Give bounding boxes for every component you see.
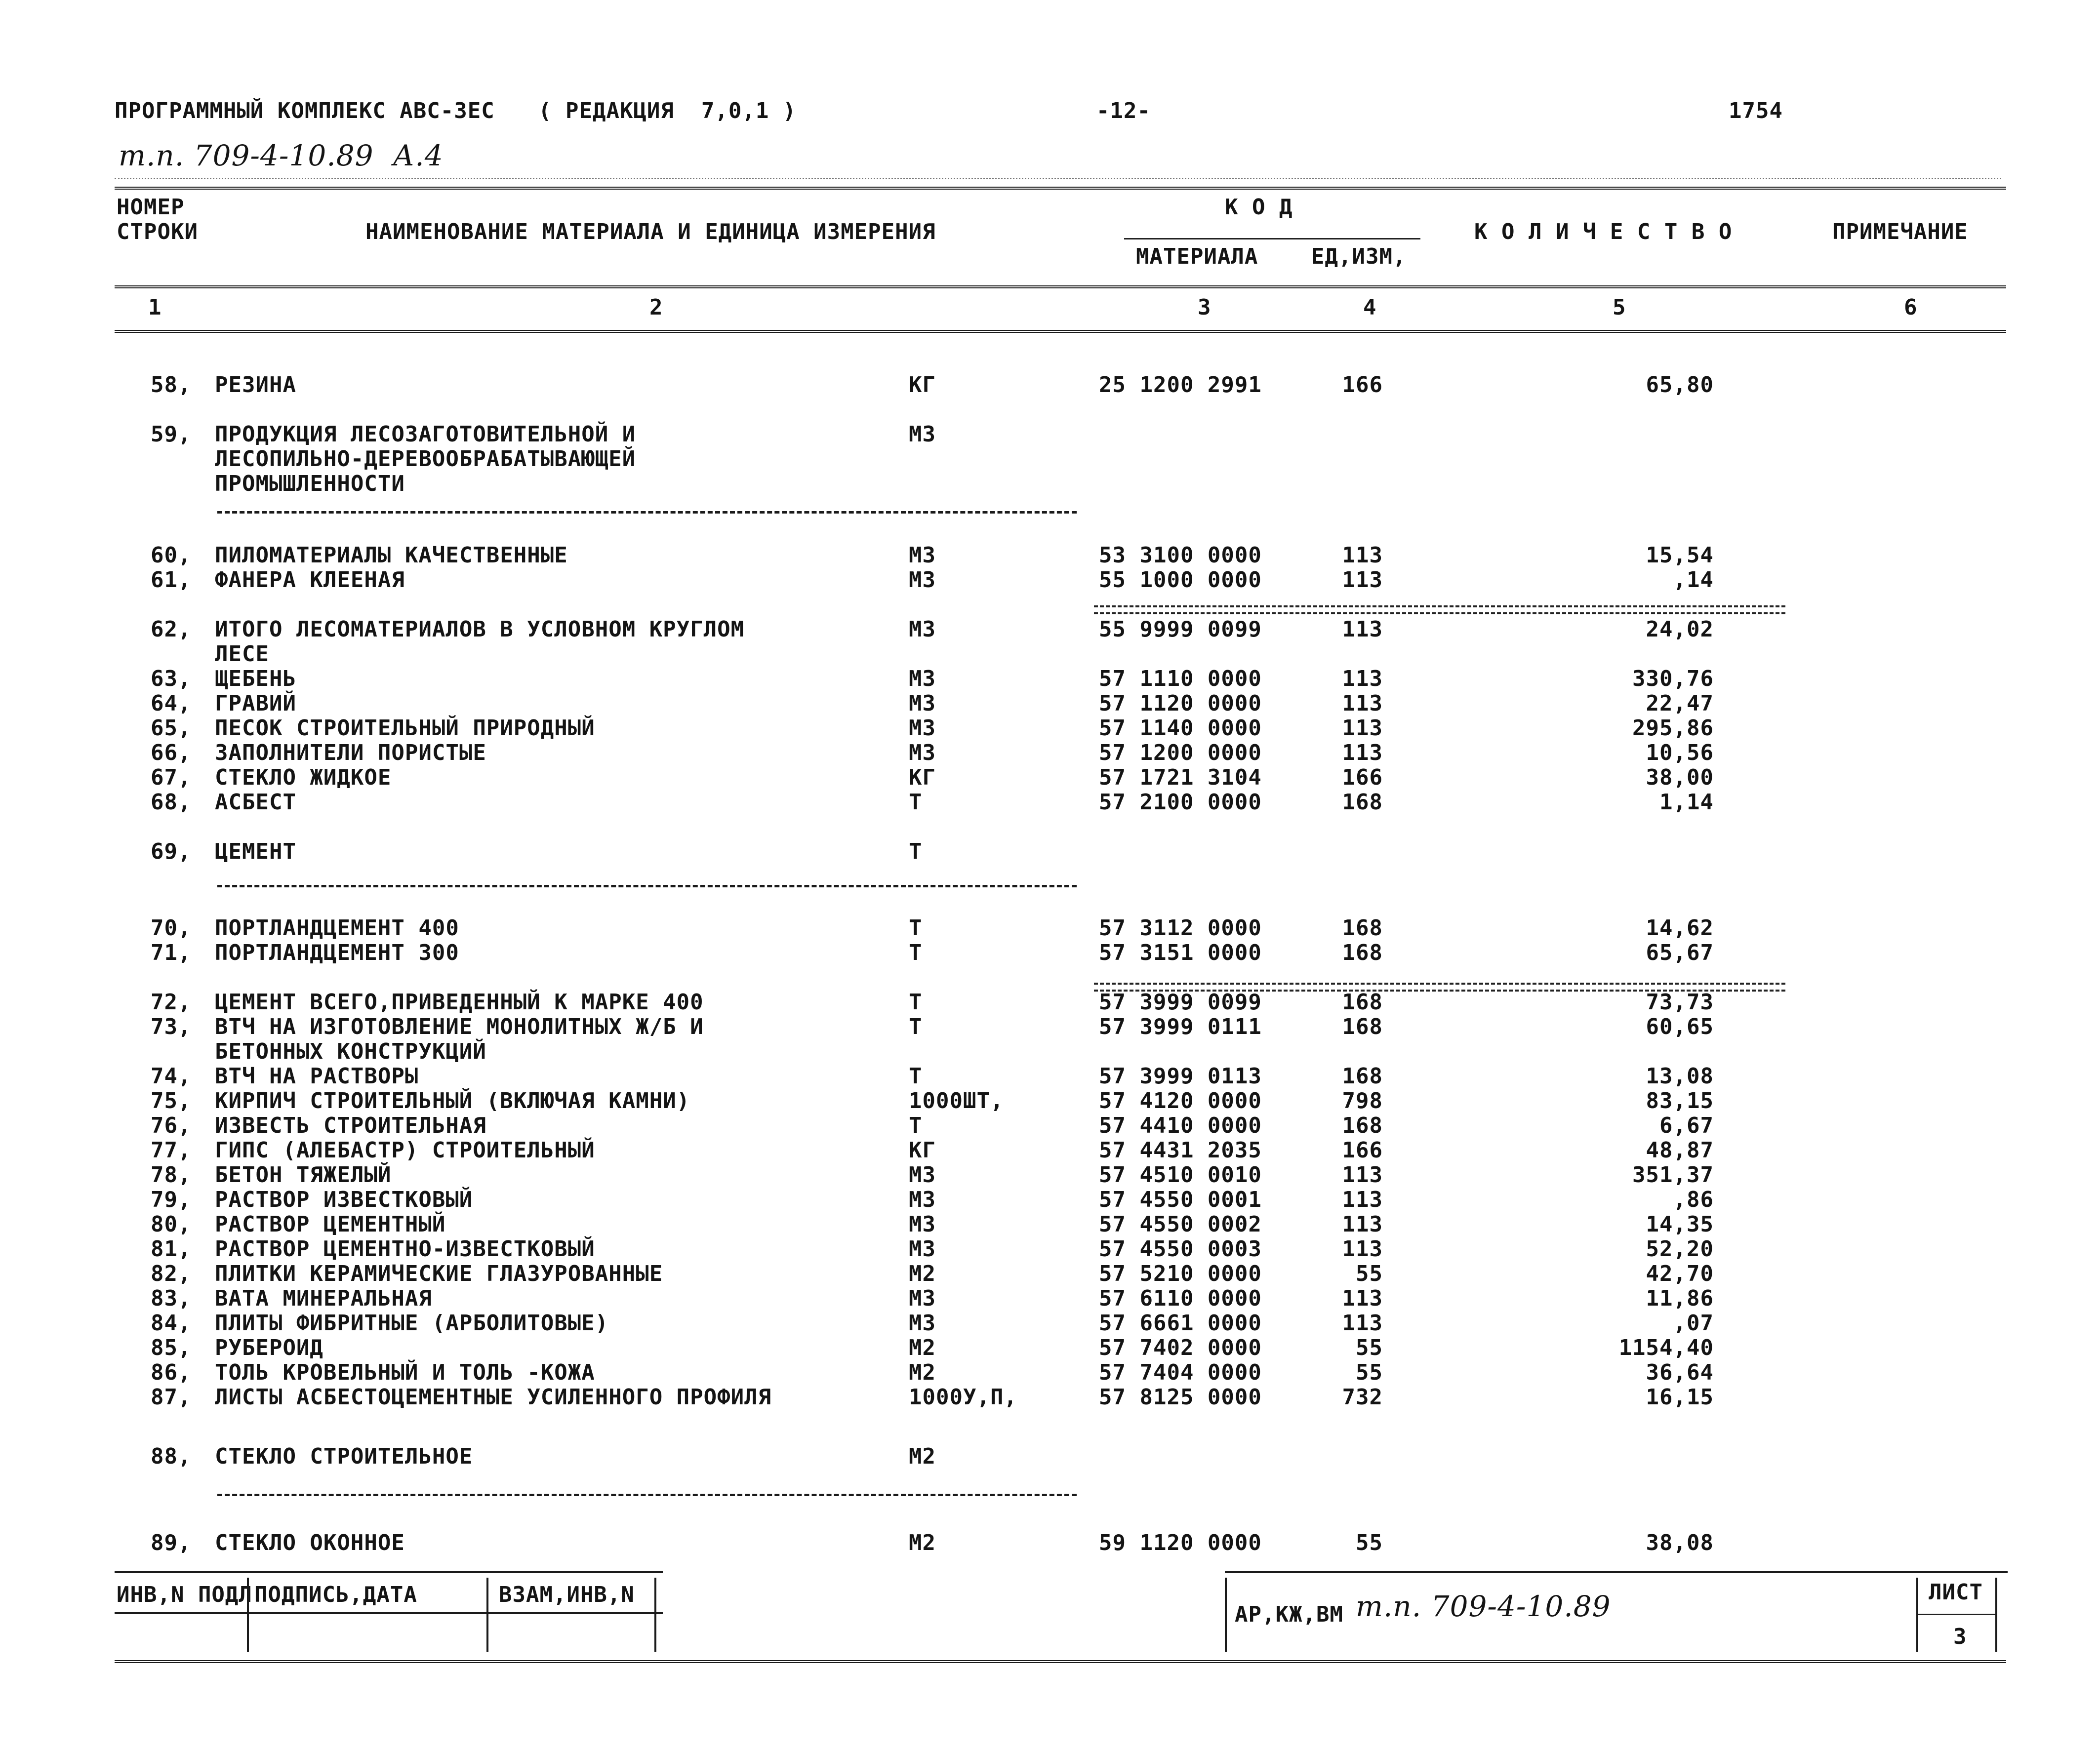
row-code: 55 1000 0000 [1099,567,1262,593]
row-n: 81, [151,1236,192,1262]
row-name: ЩЕБЕНЬ [215,666,296,691]
row-n: 88, [151,1444,192,1469]
row-n: 78, [151,1162,192,1188]
col-index-6: 6 [1904,295,1918,320]
row-qty: 11,86 [1646,1286,1714,1311]
row-ucode: 168 [1342,790,1383,815]
row-qty: 14,35 [1646,1212,1714,1237]
row-code: 57 1721 3104 [1099,765,1262,790]
row-name: ИТОГО ЛЕСОМАТЕРИАЛОВ В УСЛОВНОМ КРУГЛОМ ЛЕСЕ [215,617,745,667]
header-top-rule [115,187,2006,190]
row-unit: М2 [909,1261,936,1286]
row-name: СТЕКЛО ОКОННОЕ [215,1530,405,1555]
row-name: ЗАПОЛНИТЕЛИ ПОРИСТЫЕ [215,740,486,765]
row-name: РУБЕРОИД [215,1335,323,1360]
stamp-divider [654,1578,656,1652]
row-n: 59, [151,422,192,447]
row-code: 57 6661 0000 [1099,1311,1262,1336]
row-code: 57 6110 0000 [1099,1286,1262,1311]
row-ucode: 55 [1356,1261,1383,1286]
row-unit: Т [909,1014,923,1039]
row-code: 57 4120 0000 [1099,1088,1262,1114]
row-n: 65, [151,716,192,741]
row-name: ТОЛЬ КРОВЕЛЬНЫЙ И ТОЛЬ -КОЖА [215,1360,595,1385]
row-qty: 13,08 [1646,1064,1714,1089]
row-code: 57 5210 0000 [1099,1261,1262,1286]
row-name: ВАТА МИНЕРАЛЬНАЯ [215,1286,432,1311]
row-n: 71, [151,940,192,965]
row-name: ГРАВИЙ [215,691,296,716]
row-qty: 38,08 [1646,1530,1714,1555]
row-name: ПЛИТКИ КЕРАМИЧЕСКИЕ ГЛАЗУРОВАННЫЕ [215,1261,663,1286]
separator-rule [217,885,1077,887]
row-ucode: 168 [1342,940,1383,965]
row-qty: 22,47 [1646,691,1714,716]
row-qty: 65,80 [1646,372,1714,398]
subtotal-rule [1094,983,1785,992]
row-code: 57 4550 0001 [1099,1187,1262,1212]
doc-handwritten-code: т.п. 709-4-10.89 [1356,1590,1611,1623]
subtotal-rule [1094,605,1785,614]
col-index-2: 2 [649,295,663,320]
row-qty: 24,02 [1646,617,1714,642]
row-ucode: 113 [1342,543,1383,568]
row-n: 80, [151,1212,192,1237]
row-code: 57 4431 2035 [1099,1138,1262,1163]
sheet-divider [1916,1578,1918,1652]
footer-left-rule [115,1571,663,1573]
code-split-rule [1124,238,1420,239]
row-unit: Т [909,940,923,965]
row-unit: М3 [909,567,936,593]
row-name: АСБЕСТ [215,790,296,815]
row-unit: М3 [909,716,936,741]
row-name: ГИПС (АЛЕБАСТР) СТРОИТЕЛЬНЫЙ [215,1138,595,1163]
row-n: 70, [151,915,192,941]
sheet-label: ЛИСТ [1929,1580,1983,1605]
row-name: ИЗВЕСТЬ СТРОИТЕЛЬНАЯ [215,1113,486,1138]
row-n: 84, [151,1311,192,1336]
row-n: 74, [151,1064,192,1089]
col-index-4: 4 [1363,295,1377,320]
row-qty: ,07 [1673,1311,1714,1336]
row-n: 62, [151,617,192,642]
row-qty: 52,20 [1646,1236,1714,1262]
sheet-divider [1995,1578,1997,1652]
row-n: 67, [151,765,192,790]
row-unit: КГ [909,372,936,398]
row-ucode: 113 [1342,617,1383,642]
row-n: 77, [151,1138,192,1163]
row-code: 57 3999 0113 [1099,1064,1262,1089]
row-n: 85, [151,1335,192,1360]
row-qty: 10,56 [1646,740,1714,765]
row-ucode: 55 [1356,1360,1383,1385]
row-code: 57 7402 0000 [1099,1335,1262,1360]
footer-bottom-rule [115,1660,2006,1663]
row-unit: Т [909,990,923,1015]
row-name: СТЕКЛО ЖИДКОЕ [215,765,392,790]
row-code: 57 3999 0111 [1099,1014,1262,1039]
row-name: ПОРТЛАНДЦЕМЕНТ 300 [215,940,459,965]
row-unit: М3 [909,1212,936,1237]
row-unit: М3 [909,1236,936,1262]
row-unit: М2 [909,1335,936,1360]
row-qty: 1,14 [1659,790,1714,815]
row-code: 57 1110 0000 [1099,666,1262,691]
row-qty: 60,65 [1646,1014,1714,1039]
row-name: ПЛИТЫ ФИБРИТНЫЕ (АРБОЛИТОВЫЕ) [215,1311,609,1336]
row-unit: Т [909,1113,923,1138]
row-name: ВТЧ НА РАСТВОРЫ [215,1064,419,1089]
row-ucode: 168 [1342,990,1383,1015]
program-title: ПРОГРАММНЫЙ КОМПЛЕКС АВС-3ЕС [115,98,495,123]
stamp-replace-label: ВЗАМ,ИНВ,N [499,1582,635,1607]
row-qty: 351,37 [1632,1162,1714,1188]
stamp-divider [486,1578,488,1652]
row-name: ЦЕМЕНТ ВСЕГО,ПРИВЕДЕННЫЙ К МАРКЕ 400 [215,990,704,1015]
row-ucode: 113 [1342,666,1383,691]
sheet-split-rule [1916,1614,1995,1615]
row-unit: М2 [909,1530,936,1555]
code-unit-header: ЕД,ИЗМ, [1311,244,1407,269]
row-unit: 1000У,П, [909,1385,1017,1410]
row-unit: М3 [909,1286,936,1311]
row-code: 57 2100 0000 [1099,790,1262,815]
sheet-code: 1754 [1729,98,1783,123]
row-n: 58, [151,372,192,398]
row-n: 79, [151,1187,192,1212]
row-unit: М3 [909,1311,936,1336]
row-unit: 1000ШТ, [909,1088,1004,1114]
row-n: 66, [151,740,192,765]
row-code: 53 3100 0000 [1099,543,1262,568]
row-ucode: 168 [1342,1014,1383,1039]
row-unit: М3 [909,1162,936,1188]
code-material-header: МАТЕРИАЛА [1136,244,1258,269]
row-n: 82, [151,1261,192,1286]
row-name: РАСТВОР ЦЕМЕНТНЫЙ [215,1212,446,1237]
header-mid-rule [115,285,2006,288]
row-ucode: 113 [1342,1187,1383,1212]
row-ucode: 166 [1342,765,1383,790]
row-code: 57 4410 0000 [1099,1113,1262,1138]
row-n: 73, [151,1014,192,1039]
separator-rule [217,1494,1077,1496]
row-ucode: 168 [1342,1064,1383,1089]
row-unit: М3 [909,422,936,447]
row-qty: ,86 [1673,1187,1714,1212]
handwritten-reference: т.п. 709-4-10.89 А.4 [119,139,444,172]
row-ucode: 113 [1342,1162,1383,1188]
row-n: 87, [151,1385,192,1410]
row-n: 72, [151,990,192,1015]
row-unit: М3 [909,543,936,568]
row-name: ЦЕМЕНТ [215,839,296,864]
row-code: 57 3112 0000 [1099,915,1262,941]
row-qty: 14,62 [1646,915,1714,941]
row-unit: М2 [909,1360,936,1385]
row-qty: 1154,40 [1618,1335,1714,1360]
row-unit: М3 [909,740,936,765]
row-unit: М2 [909,1444,936,1469]
row-code: 57 4510 0010 [1099,1162,1262,1188]
row-code: 57 7404 0000 [1099,1360,1262,1385]
row-name: РАСТВОР ЦЕМЕНТНО-ИЗВЕСТКОВЫЙ [215,1236,595,1262]
row-code: 57 1120 0000 [1099,691,1262,716]
row-ucode: 113 [1342,1236,1383,1262]
header-bottom-rule [115,330,2006,333]
row-unit: Т [909,790,923,815]
row-n: 89, [151,1530,192,1555]
row-code: 57 8125 0000 [1099,1385,1262,1410]
row-n: 69, [151,839,192,864]
row-unit: Т [909,915,923,941]
row-code: 57 1200 0000 [1099,740,1262,765]
row-code: 57 3999 0099 [1099,990,1262,1015]
stamp-middle-rule [115,1612,663,1614]
dotted-rule [115,178,2001,179]
row-n: 64, [151,691,192,716]
row-n: 76, [151,1113,192,1138]
row-code: 57 4550 0002 [1099,1212,1262,1237]
row-ucode: 113 [1342,1286,1383,1311]
row-n: 83, [151,1286,192,1311]
row-name: РЕЗИНА [215,372,296,398]
row-name: РАСТВОР ИЗВЕСТКОВЫЙ [215,1187,473,1212]
row-name: СТЕКЛО СТРОИТЕЛЬНОЕ [215,1444,473,1469]
row-name: БЕТОН ТЯЖЕЛЫЙ [215,1162,392,1188]
row-qty: 65,67 [1646,940,1714,965]
row-qty: 16,15 [1646,1385,1714,1410]
row-n: 63, [151,666,192,691]
row-ucode: 113 [1342,691,1383,716]
page-number: -12- [1096,98,1151,123]
col-index-3: 3 [1198,295,1212,320]
row-code: 59 1120 0000 [1099,1530,1262,1555]
row-qty: 36,64 [1646,1360,1714,1385]
row-ucode: 55 [1356,1530,1383,1555]
row-qty: 42,70 [1646,1261,1714,1286]
row-n: 86, [151,1360,192,1385]
stamp-sign-label: ПОДПИСЬ,ДАТА [254,1582,417,1607]
row-ucode: 732 [1342,1385,1383,1410]
row-name: ПИЛОМАТЕРИАЛЫ КАЧЕСТВЕННЫЕ [215,543,568,568]
row-unit: М3 [909,691,936,716]
row-name: ПЕСОК СТРОИТЕЛЬНЫЙ ПРИРОДНЫЙ [215,716,595,741]
program-edition: ( РЕДАКЦИЯ 7,0,1 ) [538,98,797,123]
row-code: 25 1200 2991 [1099,372,1262,398]
quantity-header: К О Л И Ч Е С Т В О [1474,219,1733,244]
row-qty: 330,76 [1632,666,1714,691]
row-qty: 48,87 [1646,1138,1714,1163]
row-name: ЛИСТЫ АСБЕСТОЦЕМЕНТНЫЕ УСИЛЕННОГО ПРОФИЛЯ [215,1385,772,1410]
col-index-5: 5 [1613,295,1626,320]
col-name-header: НАИМЕНОВАНИЕ МАТЕРИАЛА И ЕДИНИЦА ИЗМЕРЕНИЯ [365,219,936,244]
row-unit: М3 [909,1187,936,1212]
row-name: ФАНЕРА КЛЕЕНАЯ [215,567,405,593]
row-unit: КГ [909,1138,936,1163]
row-ucode: 113 [1342,1212,1383,1237]
row-qty: 38,00 [1646,765,1714,790]
row-n: 61, [151,567,192,593]
row-unit: Т [909,1064,923,1089]
row-code: 55 9999 0099 [1099,617,1262,642]
row-unit: М3 [909,666,936,691]
col-number-header: НОМЕР СТРОКИ [117,195,198,244]
row-ucode: 798 [1342,1088,1383,1114]
row-code: 57 3151 0000 [1099,940,1262,965]
row-code: 57 1140 0000 [1099,716,1262,741]
row-ucode: 113 [1342,716,1383,741]
row-qty: ,14 [1673,567,1714,593]
row-name: ВТЧ НА ИЗГОТОВЛЕНИЕ МОНОЛИТНЫХ Ж/Б И БЕТОННЫХ КОНСТРУКЦИЙ [215,1014,704,1064]
row-unit: КГ [909,765,936,790]
row-ucode: 166 [1342,372,1383,398]
row-ucode: 55 [1356,1335,1383,1360]
doc-prefix: АР,КЖ,ВМ [1235,1602,1343,1627]
sheet-number: 3 [1953,1624,1967,1649]
row-ucode: 166 [1342,1138,1383,1163]
col-index-1: 1 [148,295,162,320]
stamp-divider [247,1578,249,1652]
row-qty: 83,15 [1646,1088,1714,1114]
row-name: КИРПИЧ СТРОИТЕЛЬНЫЙ (ВКЛЮЧАЯ КАМНИ) [215,1088,690,1114]
stamp-inv-label: ИНВ,N ПОДЛ [117,1582,252,1607]
code-header: К О Д [1225,195,1293,220]
row-ucode: 168 [1342,1113,1383,1138]
row-qty: 15,54 [1646,543,1714,568]
row-ucode: 168 [1342,915,1383,941]
row-unit: Т [909,839,923,864]
row-qty: 295,86 [1632,716,1714,741]
row-ucode: 113 [1342,1311,1383,1336]
separator-rule [217,511,1077,514]
row-n: 60, [151,543,192,568]
row-code: 57 4550 0003 [1099,1236,1262,1262]
row-ucode: 113 [1342,567,1383,593]
row-n: 68, [151,790,192,815]
footer-right-rule [1225,1571,2008,1573]
row-name: ПРОДУКЦИЯ ЛЕСОЗАГОТОВИТЕЛЬНОЙ И ЛЕСОПИЛЬНО-ДЕРЕВООБРАБАТЫВАЮЩЕЙ ПРОМЫШЛЕННОСТИ [215,422,636,496]
row-ucode: 113 [1342,740,1383,765]
row-qty: 73,73 [1646,990,1714,1015]
row-qty: 6,67 [1659,1113,1714,1138]
row-n: 75, [151,1088,192,1114]
doc-divider [1225,1578,1227,1652]
row-name: ПОРТЛАНДЦЕМЕНТ 400 [215,915,459,941]
note-header: ПРИМЕЧАНИЕ [1832,219,1968,244]
row-unit: М3 [909,617,936,642]
